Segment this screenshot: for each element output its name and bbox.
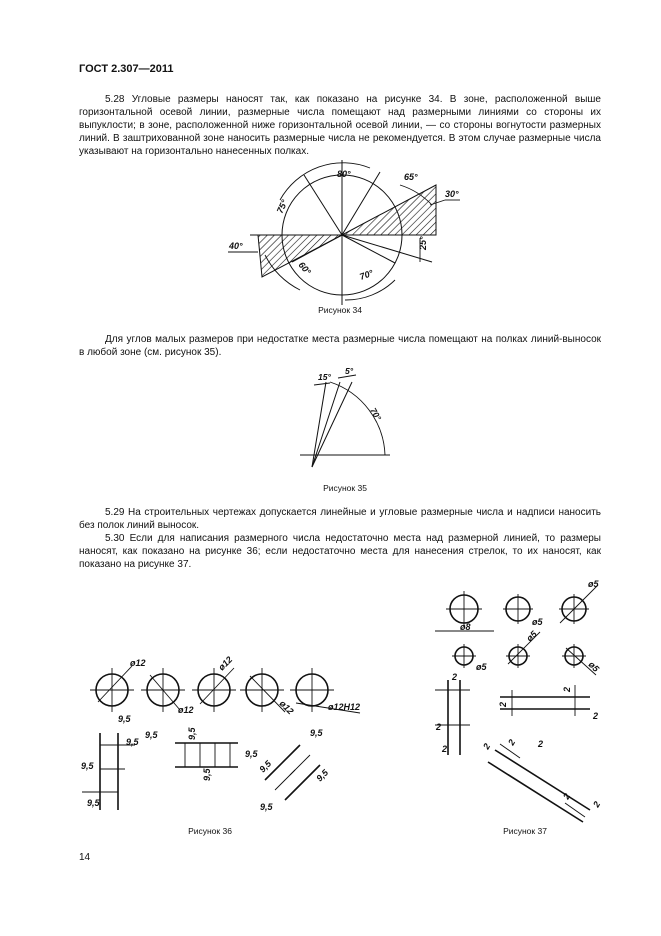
- fig37-label-2-c: 2: [442, 744, 448, 754]
- fig35-label-70: 70°: [368, 406, 384, 423]
- fig36-label-9-5-k: 9,5: [314, 767, 331, 784]
- fig37-label-d5-d: ø5: [476, 662, 487, 672]
- fig37-label-2-i: 2: [538, 739, 544, 749]
- fig37-label-2-g: 2: [481, 741, 493, 751]
- fig37-label-d5-b: ø5: [532, 617, 543, 627]
- fig36-label-9-5-d: 9,5: [87, 798, 100, 808]
- fig36-label-9-5-e: 9,5: [145, 730, 158, 740]
- fig37-label-2-k: 2: [591, 799, 603, 809]
- fig36-label-d12-c: ø12: [216, 654, 235, 673]
- fig34-label-60: 60°: [296, 259, 313, 277]
- figure-35-caption: Рисунок 35: [323, 483, 367, 493]
- fig37-label-2-j: 2: [561, 791, 573, 801]
- fig37-label-d5-a: ø5: [588, 579, 599, 589]
- fig36-label-9-5-b: 9,5: [126, 737, 139, 747]
- fig37-label-2-d: 2: [498, 701, 508, 707]
- document-header: ГОСТ 2.307—2011: [79, 63, 174, 75]
- figure-37-geometry: [435, 585, 598, 822]
- figure-36-caption: Рисунок 36: [188, 826, 232, 836]
- figure-34-caption: Рисунок 34: [318, 305, 362, 315]
- paragraph-5-28-text: 5.28 Угловые размеры наносят так, как показано на рисунке 34. В зоне, расположенной выше горизонтальной осевой линии, размерные числа помещают над размерными линиями со стороны их выпуклости; в зоне, расположенной ниже горизонтальной осевой линии, — со стороны вогнутости размерных линий. В заштрихованной зоне наносить размерные числа не рекомендуется. В этом случае размерные числа указывают на горизонтально нанесенных полках.: [79, 94, 601, 157]
- figure-37-caption: Рисунок 37: [503, 826, 547, 836]
- fig34-label-30: 30°: [445, 189, 459, 199]
- fig37-label-2-f: 2: [593, 711, 599, 721]
- fig36-label-9-5-a: 9,5: [118, 714, 131, 724]
- paragraph-5-30-text: 5.30 Если для написания размерного числа недостаточно места над размерной линией, то размеры наносят, как показано на рисунке 36; если недостаточно места для нанесения стрелок, то их наносят, как показано на рисунке 37.: [79, 533, 601, 570]
- fig34-label-40: 40°: [229, 241, 243, 251]
- fig37-label-d5-c: ø5: [524, 628, 539, 644]
- fig36-label-9-5-h: 9,5: [245, 749, 258, 759]
- fig36-label-9-5-g: 9,5: [202, 768, 212, 781]
- fig35-label-5: 5°: [345, 366, 354, 376]
- fig34-label-80: 80°: [337, 169, 351, 179]
- fig36-label-d12-b: ø12: [178, 705, 194, 715]
- page-number: 14: [79, 852, 91, 863]
- fig37-label-d5-e: ø5: [586, 659, 602, 674]
- fig36-label-9-5-i: 9,5: [310, 728, 323, 738]
- paragraph-5-29-text: 5.29 На строительных чертежах допускается линейные и угловые размерные числа и надписи наносить без полок линий выносок.: [79, 507, 601, 531]
- fig34-label-70: 70°: [358, 267, 375, 282]
- fig35-label-15: 15°: [318, 372, 331, 382]
- fig36-label-d12-d: ø12: [277, 698, 296, 717]
- fig36-label-9-5-c: 9,5: [81, 761, 94, 771]
- fig36-label-d12h12: ø12H12: [328, 702, 361, 712]
- fig34-label-65: 65°: [404, 172, 418, 182]
- fig34-label-75: 75°: [274, 198, 290, 215]
- fig37-label-d8: ø8: [460, 622, 471, 632]
- fig36-label-9-5-l: 9,5: [260, 802, 273, 812]
- fig37-label-2-e: 2: [562, 686, 572, 692]
- fig36-label-d12-a: ø12: [130, 658, 146, 668]
- paragraph-small-angles-text: Для углов малых размеров при недостатке места размерные числа помещают на полках линий-выносок в любой зоне (см. рисунок 35).: [79, 334, 601, 358]
- fig36-label-9-5-f: 9,5: [187, 727, 197, 740]
- fig36-label-9-5-j: 9,5: [257, 758, 274, 775]
- fig37-label-2-a: 2: [452, 672, 458, 682]
- fig34-label-25: 25°: [418, 236, 428, 250]
- fig37-label-2-h: 2: [506, 737, 518, 747]
- fig37-label-2-b: 2: [436, 722, 442, 732]
